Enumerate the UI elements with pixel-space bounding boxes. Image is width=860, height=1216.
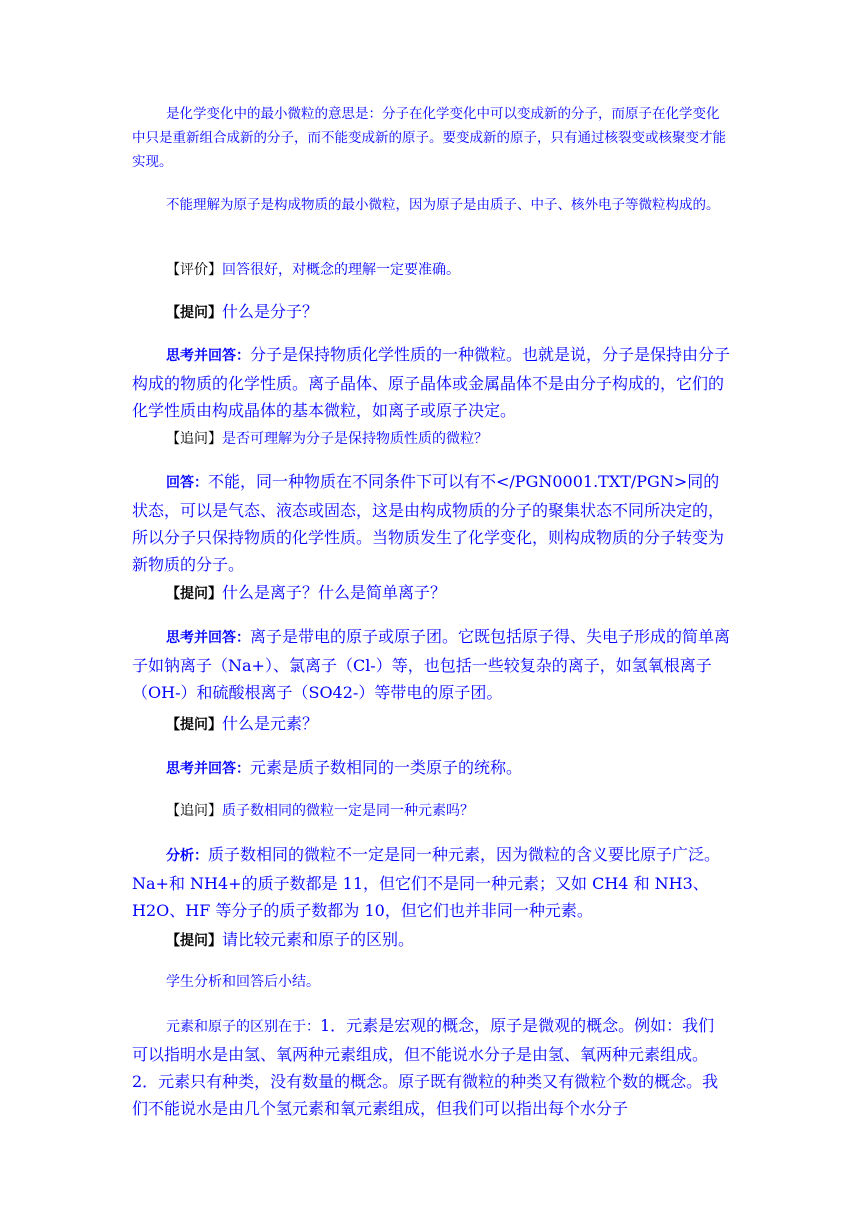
question-compare xyxy=(166,927,726,954)
question-label: 【提问】 xyxy=(166,717,222,733)
analysis-text: 质子数相同的微粒不一定是同一种元素，因为微粒的含义要比原子广泛。Na+和 NH4+的质子数都是 11，但它们不是同一种元素；又如 CH4 和 NH3、H2O、HF 等分子的质子数都为 10，但它们也并非同一种元素。 xyxy=(132,845,721,920)
answer-label: 思考并回答： xyxy=(166,630,250,646)
answer-element xyxy=(166,755,726,782)
analysis-element xyxy=(132,841,730,924)
answer-text: 分子是保持物质化学性质的一种微粒。也就是说，分子是保持由分子构成的物质的化学性质。离子晶体、原子晶体或金属晶体不是由分子构成的，它们的化学性质由构成晶体的基本微粒，如离子或原子决定。 xyxy=(132,345,731,420)
question-label: 【提问】 xyxy=(166,933,222,949)
followup-label: 【追问】 xyxy=(166,803,222,819)
question-text: 什么是元素？ xyxy=(222,714,319,733)
paragraph-atom-change: 是化学变化中的最小微粒的意思是：分子在化学变化中可以变成新的分子，而原子在化学变化中只是重新组合成新的分子，而不能变成新的原子。要变成新的原子，只有通过核裂变或核聚变才能实现。 xyxy=(132,106,726,170)
question-element xyxy=(166,711,726,738)
summary-lead: 元素和原子的区别在于： xyxy=(166,1019,320,1035)
summary-intro: 学生分析和回答后小结。 xyxy=(166,974,320,990)
answer-text: 离子是带电的原子或原子团。它既包括原子得、失电子形成的简单离子如钠离子（Na+）、氯离子（Cl-）等，也包括一些较复杂的离子，如氢氧根离子（OH-）和硫酸根离子（SO42-）等带电的原子团。 xyxy=(132,627,731,702)
question-text: 什么是离子？什么是简单离子？ xyxy=(222,583,447,602)
evaluation-line xyxy=(166,258,726,282)
summary-paragraph xyxy=(132,1012,730,1122)
answer-ion xyxy=(132,623,730,706)
answer-label: 思考并回答： xyxy=(166,348,250,364)
summary-text: 1．元素是宏观的概念，原子是微观的概念。例如：我们可以指明水是由氢、氧两种元素组成，但不能说水分子是由氢、氧两种元素组成。2．元素只有种类，没有数量的概念。原子既有微粒的种类又有微粒个数的概念。我们不能说水是由几个氢元素和氧元素组成，但我们可以指出每个水分子 xyxy=(132,1016,719,1118)
answer-molecule-state xyxy=(132,468,730,578)
followup-molecule xyxy=(166,427,726,451)
answer-label: 回答： xyxy=(166,475,208,491)
followup-text: 是否可理解为分子是保持物质性质的微粒？ xyxy=(222,431,488,447)
answer-molecule xyxy=(132,341,730,424)
question-text: 请比较元素和原子的区别。 xyxy=(222,930,415,949)
followup-label: 【追问】 xyxy=(166,431,222,447)
question-label: 【提问】 xyxy=(166,586,222,602)
analysis-label: 分析： xyxy=(166,848,208,864)
question-molecule xyxy=(166,299,726,326)
question-text: 什么是分子？ xyxy=(222,302,319,321)
followup-text: 质子数相同的微粒一定是同一种元素吗？ xyxy=(222,803,474,819)
evaluation-text: 回答很好，对概念的理解一定要准确。 xyxy=(222,262,460,278)
answer-label: 思考并回答： xyxy=(166,761,250,777)
answer-text: 元素是质子数相同的一类原子的统称。 xyxy=(250,758,523,777)
question-ion xyxy=(166,580,726,607)
question-label: 【提问】 xyxy=(166,305,222,321)
paragraph-atom-structure: 不能理解为原子是构成物质的最小微粒，因为原子是由质子、中子、核外电子等微粒构成的。 xyxy=(166,197,720,213)
followup-element xyxy=(166,799,726,823)
answer-text: 不能，同一种物质在不同条件下可以有不</PGN0001.TXT/PGN>同的状态，可以是气态、液态或固态，这是由构成物质的分子的聚集状态不同所决定的，所以分子只保持物质的化学性质。当物质发生了化学变化，则构成物质的分子转变为新物质的分子。 xyxy=(132,472,725,574)
evaluation-label: 【评价】 xyxy=(166,262,222,278)
